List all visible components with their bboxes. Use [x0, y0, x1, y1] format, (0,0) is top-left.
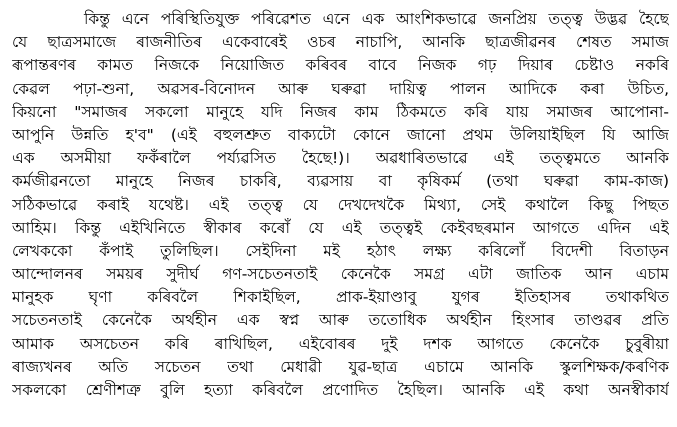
text-line: আপুনি উন্নতি হ'ব" (এই বহুলশ্ৰুত বাক্যটো কোনে জানো প্ৰথম উলিয়াইছিল যি আজি [12, 125, 669, 144]
text-line: সকলকো শ্ৰেণীশত্ৰু বুলি হত্যা কৰিবলৈ প্ৰণোদিত হৈছিল। আনকি এই কথা অনস্বীকাৰ্য [12, 381, 669, 399]
text-line: কৰ্মজীৱনতো মানুহে নিজৰ চাকৰি, ব্যৱসায় বা কৃষিকৰ্ম (তথা ঘৰুৱা কাম-কাজ) [12, 172, 669, 191]
text-line: মানুহক ঘৃণা কৰিবলৈ শিকাইছিল, প্ৰাক-ইয়াণ্ডাবু যুগৰ ইতিহাসৰ তথাকথিত [12, 288, 669, 307]
text-line: আন্দোলনৰ সময়ৰ সুদীৰ্ঘ গণ-সচেতনতাই কেনেকৈ সমগ্ৰ এটা জাতিক আন এচাম [12, 265, 669, 284]
text-line: কিন্তু এনে পৰিস্থিতিযুক্ত পৰিৱেশত এনে এক আংশিকভাৱে জনপ্ৰিয় তত্ত্ব উদ্ভৱ হৈছে [84, 10, 669, 28]
text-line: কিয়নো "সমাজৰ সকলো মানুহে যদি নিজৰ কাম ঠিকমতে কৰি যায় সমাজৰ আপোনা- [12, 102, 669, 121]
text-line: যে ছাত্ৰসমাজে ৰাজনীতিৰ একেবাৰেই ওচৰ নাচাপি, আনকি ছাত্ৰজীৱনৰ শেষত সমাজ [12, 33, 669, 52]
text-line: আমাক অসচেতন কৰি ৰাখিছিল, এইবোৰৰ দুই দশক আগতে কেনেকৈ চুবুৰীয়া [12, 334, 669, 353]
text-line: লেখককো কঁপাই তুলিছিল। সেইদিনা মই হঠাৎ লক্ষ্য কৰিলোঁ বিদেশী বিতাড়ন [12, 241, 669, 260]
text-line: ৰাজ্যখনৰ অতি সচেতন তথা মেধাৱী যুৱ-ছাত্ৰ এচামে আনকি স্কুলশিক্ষক/কৰণিক [12, 357, 669, 376]
text-line: এক অসমীয়া ফকঁৰালৈ পৰ্য্যৱসিত হৈছে!)। অৱধাৰিতভাৱে এই তত্ত্বমতে আনকি [12, 149, 669, 168]
text-line: সচেতনতাই কেনেকৈ অৰ্থহীন এক স্বপ্ন আৰু ততোধিক অৰ্থহীন হিংসাৰ তাণ্ডৱৰ প্ৰতি [12, 311, 669, 330]
text-line: ৰূপান্তৰণৰ কামত নিজকে নিয়োজিত কৰিবৰ বাবে নিজক গঢ় দিয়াৰ চেষ্টাও নকৰি [12, 56, 669, 75]
text-line: সঠিকভাৱে কৰাই যথেষ্ট। এই তত্ত্ব যে দেখদেখকৈ মিথ্যা, সেই কথালৈ কিছু পিছত [12, 195, 669, 214]
text-line: কেৱল পঢ়া-শুনা, অৱসৰ-বিনোদন আৰু ঘৰুৱা দায়িত্ব পালন আদিকে কৰা উচিত, [12, 79, 669, 98]
text-line: আহিম। কিন্তু এইখিনিতে স্বীকাৰ কৰোঁ যে এই তত্ত্বই কেইবছৰমান আগতে এদিন এই [12, 218, 669, 237]
